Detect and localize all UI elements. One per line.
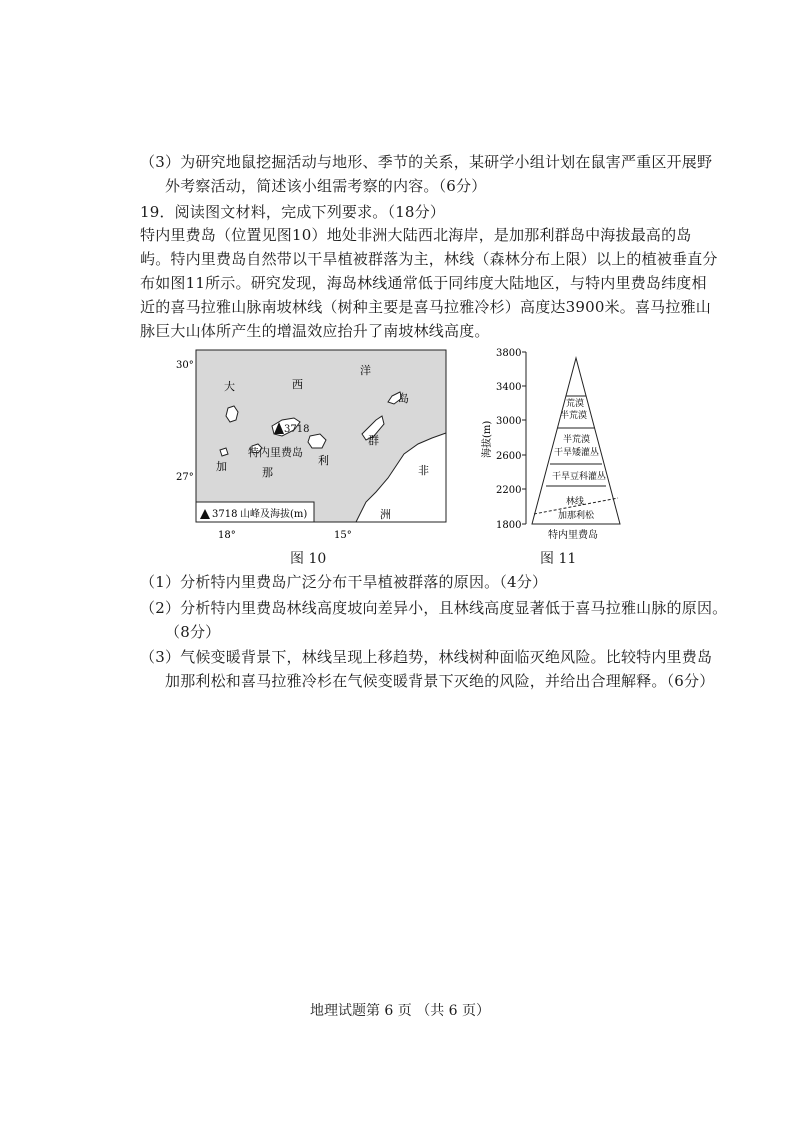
- figure-11-zonation: [462, 346, 642, 546]
- continent-char-2: 洲: [380, 508, 391, 521]
- zone-treeline: 林线: [566, 497, 585, 507]
- figure-10-caption: 图 10: [290, 551, 327, 567]
- archipelago-char-3: 利: [318, 454, 329, 467]
- q19-sub2-score: （8分）: [165, 623, 221, 641]
- y-tick-label-2200: 2200: [496, 485, 522, 496]
- base-label: 特内里费岛: [548, 530, 598, 541]
- zone-semidesert-2: 干旱矮灌丛: [554, 448, 600, 458]
- q19-para-line3: 布如图11所示。研究发现，海岛林线通常低于同纬度大陆地区，与特内里费岛纬度相: [140, 274, 707, 292]
- map-island-lapalma: [226, 406, 238, 422]
- figure-11-caption: 图 11: [540, 551, 577, 567]
- legend-peak-value: 3718: [212, 509, 238, 520]
- lat-27-label: 27°: [176, 472, 194, 483]
- map-island-hierro: [220, 448, 228, 456]
- y-tick-label-3800: 3800: [496, 348, 522, 359]
- page-footer: 地理试题第 6 页 （共 6 页）: [309, 1003, 491, 1019]
- tenerife-label: 特内里费岛: [248, 446, 303, 459]
- q19-header: 19．阅读图文材料，完成下列要求。（18分）: [140, 203, 446, 221]
- q19-para-line1: 特内里费岛（位置见图10）地处非洲大陆西北海岸，是加那利群岛中海拔最高的岛: [140, 226, 692, 244]
- q18-part3-line1: （3）为研究地鼠挖掘活动与地形、季节的关系，某研学小组计划在鼠害严重区开展野: [140, 153, 713, 171]
- lon-15-label: 15°: [334, 530, 352, 541]
- continent-char-1: 非: [418, 464, 429, 477]
- archipelago-char-1: 加: [216, 460, 227, 473]
- figure-10-map: [170, 348, 450, 548]
- zone-desert-2: 半荒漠: [560, 411, 588, 421]
- zone-canary-pine: 加那利松: [558, 511, 595, 521]
- islands-char-2: 群: [368, 434, 379, 447]
- y-axis-title: 海拔(m): [482, 420, 493, 458]
- zone-desert-1: 荒漠: [566, 399, 585, 409]
- q19-sub1: （1）分析特内里费岛广泛分布干旱植被群落的原因。（4分）: [140, 573, 548, 591]
- zone-legume-shrub: 干旱豆科灌丛: [552, 472, 607, 482]
- zone-semidesert-1: 半荒漠: [563, 435, 591, 445]
- q19-sub2: （2）分析特内里费岛林线高度坡向差异小，且林线高度显著低于喜马拉雅山脉的原因。: [140, 599, 728, 617]
- q19-para-line5: 脉巨大山体所产生的增温效应抬升了南坡林线高度。: [140, 322, 490, 340]
- q18-part3-line2: 外考察活动，简述该小组需考察的内容。（6分）: [165, 177, 487, 195]
- y-tick-label-3400: 3400: [496, 382, 522, 393]
- archipelago-char-2: 那: [262, 466, 273, 479]
- q19-para-line4: 近的喜马拉雅山脉南坡林线（树种主要是喜马拉雅冷杉）高度达3900米。喜马拉雅山: [140, 298, 711, 316]
- peak-elevation-label: 3718: [284, 424, 310, 435]
- y-tick-label-3000: 3000: [496, 416, 522, 427]
- q19-sub3: （3）气候变暖背景下，林线呈现上移趋势，林线树种面临灭绝风险。比较特内里费岛: [140, 648, 713, 666]
- y-tick-label-2600: 2600: [496, 451, 522, 462]
- islands-char-1: 岛: [398, 392, 409, 405]
- lat-30-label: 30°: [176, 360, 194, 371]
- q19-sub3-cont: 加那利松和喜马拉雅冷杉在气候变暖背景下灭绝的风险，并给出合理解释。（6分）: [165, 672, 715, 690]
- ocean-char-2: 西: [292, 378, 303, 391]
- y-tick-label-1800: 1800: [496, 520, 522, 531]
- ocean-char-1: 大: [224, 380, 235, 393]
- q19-para-line2: 屿。特内里费岛自然带以干旱植被群落为主，林线（森林分布上限）以上的植被垂直分: [140, 250, 718, 268]
- lon-18-label: 18°: [218, 530, 236, 541]
- ocean-char-3: 洋: [360, 364, 371, 377]
- legend-peak-label: 山峰及海拔(m): [240, 509, 308, 520]
